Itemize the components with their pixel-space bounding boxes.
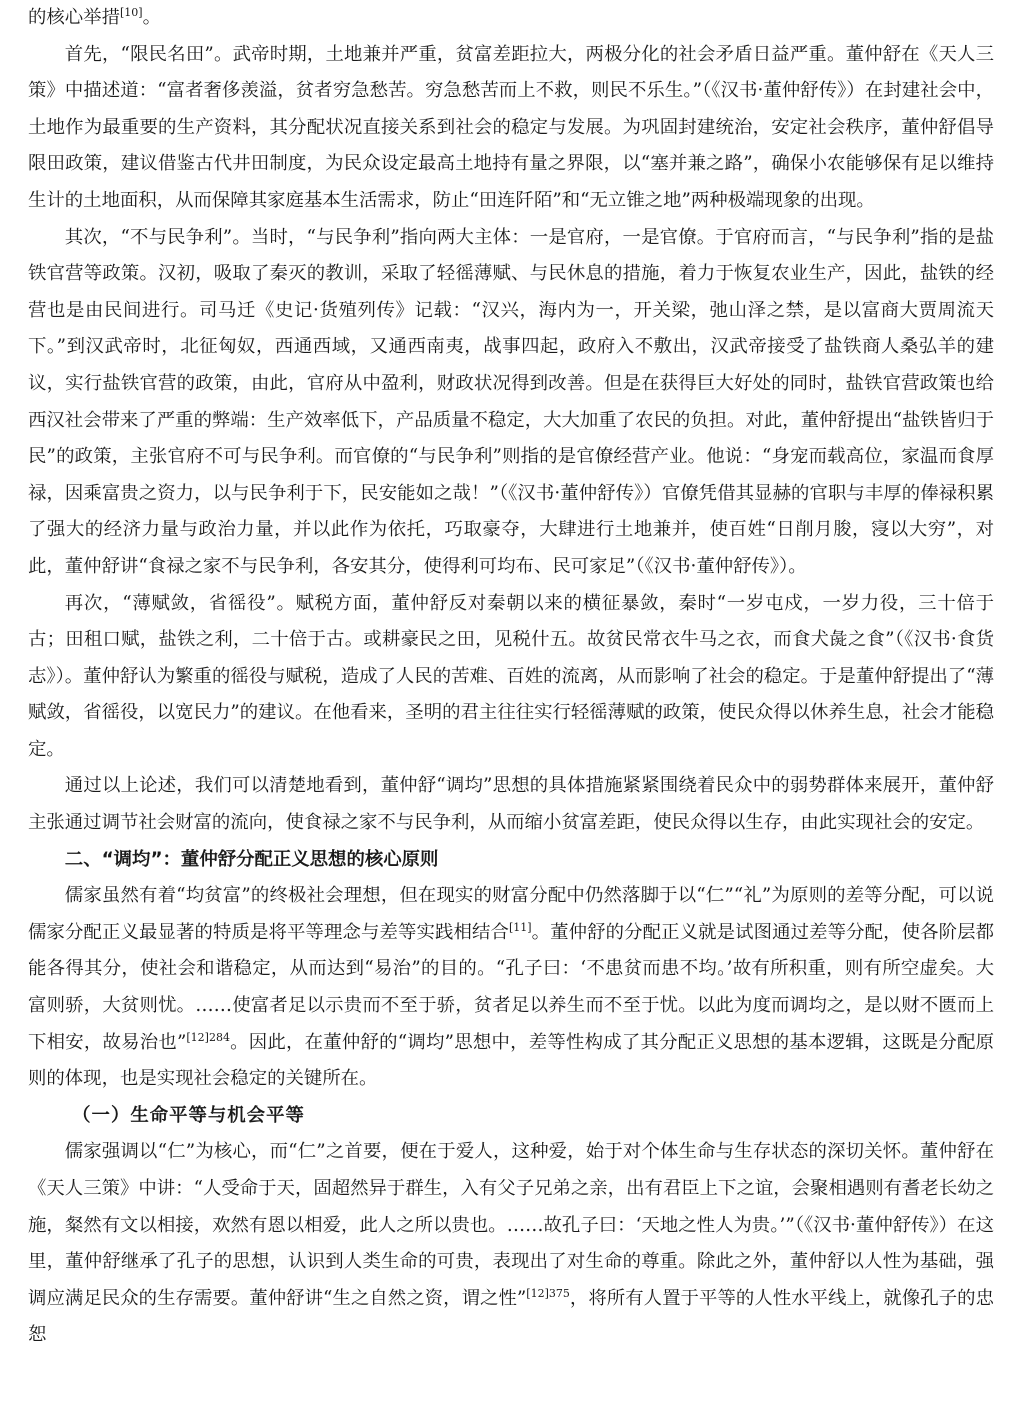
p5-text-a: 儒家虽然有着“均贫富”的终极社会理想，但在现实的财富分配中仍然落脚于以“仁”“礼”为原则的差等分配，可以说儒家分配正义最显著的特质是将平等理念与差等实践相结合 [28,885,994,943]
section-heading-2: 二、“调均”：董仲舒分配正义思想的核心原则 [64,848,439,870]
subsection-heading-1: （一）生命平等与机会平等 [72,1104,305,1126]
lead-text: 的核心举措 [28,7,120,28]
citation-10[interactable]: [10] [119,5,143,19]
citation-11[interactable]: [11] [508,920,532,934]
p5-text-b: 。董仲舒的分配正义就是试图通过差等分配，使各阶层都能各得其分，使社会和谐稳定，从而达到“易治”的目的。“孔子曰：‘不患贫而患不均。’故有所积重，则有所空虚矣。大富则骄，大贫则忧。……使富者足以示贵而不至于骄，贫者足以养生而不至于忧。以此为度而调均之，是以财不匮而上下相安，故易治也” [28,921,994,1053]
citation-12-375[interactable]: [12]375 [526,1286,570,1300]
paragraph-no-profit-competition: 其次，“不与民争利”。当时，“与民争利”指向两大主体：一是官府，一是官僚。于官府而言，“与民争利”指的是盐铁官营等政策。汉初，吸取了秦灭的教训，采取了轻徭薄赋、与民休息的措施，着力于恢复农业生产，因此，盐铁的经营也是由民间进行。司马迁《史记·货殖列传》记载：“汉兴，海内为一，开关梁，弛山泽之禁，是以富商大贾周流天下。”到汉武帝时，北征匈奴，西通西域，又通西南夷，战事四起，政府入不敷出，汉武帝接受了盐铁商人桑弘羊的建议，实行盐铁官营的政策，由此，官府从中盈利，财政状况得到改善。但是在获得巨大好处的同时，盐铁官营政策也给西汉社会带来了严重的弊端：生产效率低下，产品质量不稳定，大大加重了农民的负担。对此，董仲舒提出“盐铁皆归于民”的政策，主张官府不可与民争利。而官僚的“与民争利”则指的是官僚经营产业。他说：“身宠而载高位，家温而食厚禄，因乘富贵之资力，以与民争利于下，民安能如之哉！”（《汉书·董仲舒传》）官僚凭借其显赫的官职与丰厚的俸禄积累了强大的经济力量与政治力量，并以此作为依托，巧取豪夺，大肆进行土地兼并，使百姓“日削月朘，寖以大穷”，对此，董仲舒讲“食禄之家不与民争利，各安其分，使得利可均布、民可家足”（《汉书·董仲舒传》）。 [28,226,994,577]
p6-text-b: ，将所有人置于平等的人性水平线上，就像孔子的忠恕 [28,1287,994,1346]
paragraph-confucian-distribution [28,878,994,1098]
paragraph-lead [28,0,994,37]
citation-12-284[interactable]: [12]284 [186,1030,230,1044]
paragraph-limit-land: 首先，“限民名田”。武帝时期，土地兼并严重，贫富差距拉大，两极分化的社会矛盾日益严重。董仲舒在《天人三策》中描述道：“富者奢侈羡溢，贫者穷急愁苦。穷急愁苦而上不救，则民不乐生。”（《汉书·董仲舒传》）在封建社会中，土地作为最重要的生产资料，其分配状况直接关系到社会的稳定与发展。为巩固封建统治，安定社会秩序，董仲舒倡导限田政策，建议借鉴古代井田制度，为民众设定最高土地持有量之界限，以“塞并兼之路”，确保小农能够保有足以维持生计的土地面积，从而保障其家庭基本生活需求，防止“田连阡陌”和“无立锥之地”两种极端现象的出现。 [28,43,994,211]
paragraph-life-equality [28,1134,994,1354]
lead-end: 。 [142,7,161,28]
p6-text-a: 儒家强调以“仁”为核心，而“仁”之首要，便在于爱人，这种爱，始于对个体生命与生存状态的深切关怀。董仲舒在《天人三策》中讲：“人受命于天，固超然异于群生，入有父子兄弟之亲，出有君臣上下之谊，会聚相遇则有耆老长幼之施，粲然有文以相接，欢然有恩以相爱，此人之所以贵也。……故孔子曰：‘天地之性人为贵。’”（《汉书·董仲舒传》）在这里，董仲舒继承了孔子的思想，认识到人类生命的可贵，表现出了对生命的尊重。除此之外，董仲舒以人性为基础，强调应满足民众的生存需要。董仲舒讲“生之自然之资，谓之性” [28,1141,994,1309]
paragraph-summary: 通过以上论述，我们可以清楚地看到，董仲舒“调均”思想的具体措施紧紧围绕着民众中的弱势群体来展开，董仲舒主张通过调节社会财富的流向，使食禄之家不与民争利，从而缩小贫富差距，使民众得以生存，由此实现社会的安定。 [28,775,994,834]
paragraph-light-taxes: 再次，“薄赋敛，省徭役”。赋税方面，董仲舒反对秦朝以来的横征暴敛，秦时“一岁屯戍，一岁力役，三十倍于古；田租口赋，盐铁之利，二十倍于古。或耕豪民之田，见税什五。故贫民常衣牛马之衣，而食犬彘之食”（《汉书·食货志》）。董仲舒认为繁重的徭役与赋税，造成了人民的苦难、百姓的流离，从而影响了社会的稳定。于是董仲舒提出了“薄赋敛，省徭役，以宽民力”的建议。在他看来，圣明的君主往往实行轻徭薄赋的政策，使民众得以休养生息，社会才能稳定。 [28,592,994,760]
p5-text-c: 。因此，在董仲舒的“调均”思想中，差等性构成了其分配正义思想的基本逻辑，这既是分配原则的体现，也是实现社会稳定的关键所在。 [28,1031,995,1090]
